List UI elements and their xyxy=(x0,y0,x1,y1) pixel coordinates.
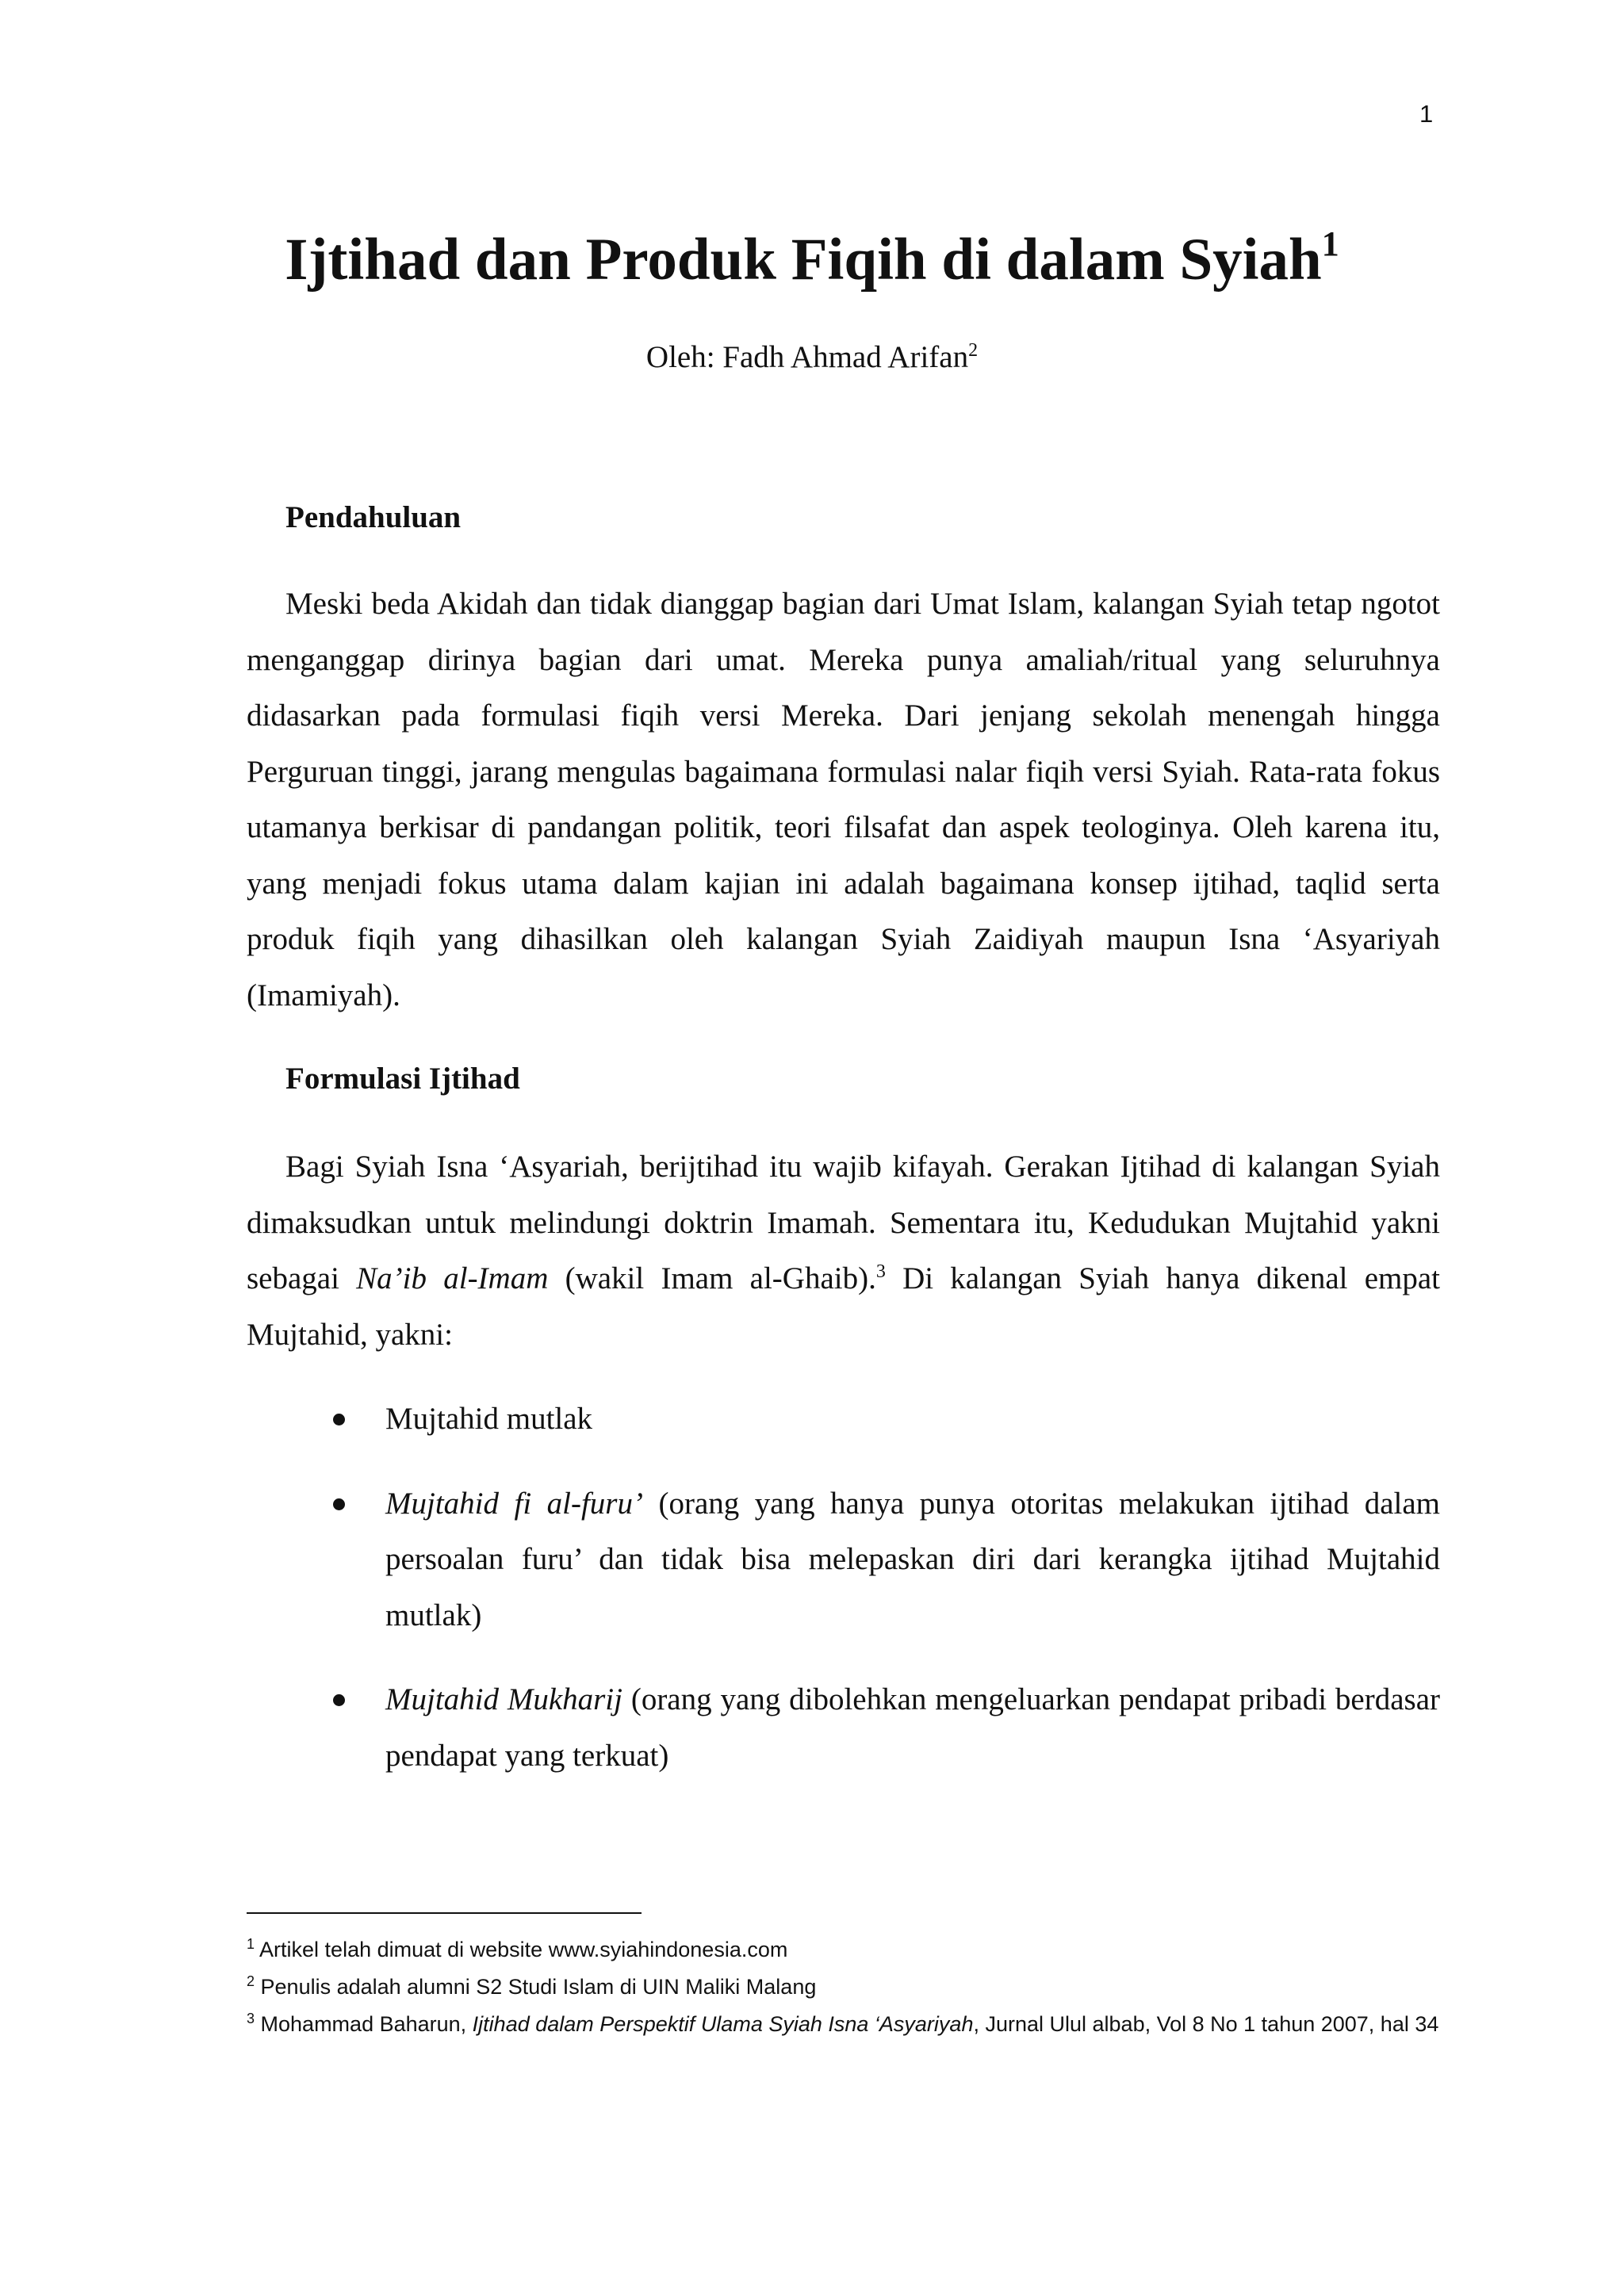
list-item xyxy=(385,1391,1440,1448)
bullet-icon xyxy=(333,1498,345,1510)
bullet-icon xyxy=(333,1694,345,1706)
footnote-separator xyxy=(247,1912,642,1914)
bullet-icon xyxy=(333,1414,345,1425)
author-text: Oleh: Fadh Ahmad Arifan xyxy=(645,340,969,374)
title-text: Ijtihad dan Produk Fiqih di dalam Syiah xyxy=(285,227,1322,293)
footnote-text-post: , Jurnal Ulul albab, Vol 8 No 1 tahun 2007, hal 34 xyxy=(973,2012,1439,2036)
list-item-text: Mujtahid mutlak xyxy=(385,1402,593,1436)
list-item-text: (orang yang hanya punya otoritas melakukan ijtihad dalam persoalan furu’ dan tidak bisa melepaskan diri dari kerangka ijtihad Mujtahid mutlak) xyxy=(385,1486,1440,1632)
paragraph-text-1: Bagi Syiah Isna ‘Asyariah, berijtihad itu wajib kifayah. Gerakan Ijtihad di kalangan Syiah dimaksudkan untuk melindungi doktrin Imamah. Sementara itu, Kedudukan Mujtahid yakni sebagai xyxy=(247,1150,1440,1295)
paragraph-text-3: Di kalangan Syiah hanya dikenal empat Mujtahid, yakni: xyxy=(247,1261,1440,1352)
mujtahid-list xyxy=(385,1391,1440,1812)
author-footnote-ref: 2 xyxy=(968,340,979,361)
footnote-ref-3: 3 xyxy=(875,1261,886,1282)
document-title xyxy=(0,224,1624,293)
footnote-number: 2 xyxy=(247,1973,255,1989)
footnote-text-pre: Mohammad Baharun, xyxy=(260,2012,473,2036)
footnote-3 xyxy=(247,2003,1452,2040)
footnote-title-italic: Ijtihad dalam Perspektif Ulama Syiah Isna ‘Asyariyah xyxy=(472,2012,974,2036)
section-heading-pendahuluan: Pendahuluan xyxy=(285,500,462,534)
footnotes xyxy=(247,1928,1452,2040)
list-item-text: (orang yang dibolehkan mengeluarkan pendapat pribadi berdasar pendapat yang terkuat) xyxy=(385,1682,1440,1773)
list-item-italic: Mujtahid Mukharij xyxy=(385,1682,622,1716)
list-item-italic: Mujtahid fi al-furu’ xyxy=(385,1486,643,1521)
footnote-text: Artikel telah dimuat di website www.syiahindonesia.com xyxy=(259,1938,788,1961)
paragraph-formulasi-ijtihad xyxy=(247,1139,1440,1363)
footnote-number: 1 xyxy=(247,1936,255,1952)
paragraph-italic-term: Na’ib al-Imam xyxy=(356,1261,549,1295)
title-footnote-ref: 1 xyxy=(1321,224,1339,263)
author-line xyxy=(0,339,1624,375)
paragraph-pendahuluan: Meski beda Akidah dan tidak dianggap bagian dari Umat Islam, kalangan Syiah tetap ngotot menganggap dirinya bagian dari umat. Mereka punya amaliah/ritual yang seluruhnya didasarkan pada formulasi fiqih versi Mereka. Dari jenjang sekolah menengah hingga Perguruan tinggi, jarang mengulas bagaimana formulasi nalar fiqih versi Syiah. Rata-rata fokus utamanya berkisar di pandangan politik, teori filsafat dan aspek teologinya. Oleh karena itu, yang menjadi fokus utama dalam kajian ini adalah bagaimana konsep ijtihad, taqlid serta produk fiqih yang dihasilkan oleh kalangan Syiah Zaidiyah maupun Isna ‘Asyariyah (Imamiyah). xyxy=(247,587,1440,1012)
list-item xyxy=(385,1476,1440,1644)
footnote-1 xyxy=(247,1928,1452,1965)
footnote-number: 3 xyxy=(247,2011,255,2026)
paragraph-text-2: (wakil Imam al-Ghaib). xyxy=(548,1261,876,1295)
section-heading-formulasi-ijtihad: Formulasi Ijtihad xyxy=(285,1062,520,1096)
list-item xyxy=(385,1672,1440,1784)
page-number: 1 xyxy=(1419,100,1434,128)
footnote-text: Penulis adalah alumni S2 Studi Islam di UIN Maliki Malang xyxy=(260,1975,817,1999)
footnote-2 xyxy=(247,1965,1452,2003)
